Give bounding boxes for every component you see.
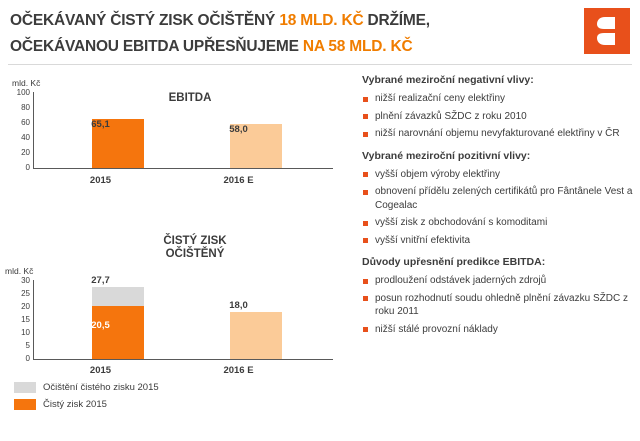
legend-swatch-adjustment: [14, 382, 36, 393]
title-line-1-part-a: OČEKÁVANÝ ČISTÝ ZISK OČIŠTĚNÝ: [10, 12, 280, 29]
bullet-marker-icon: [363, 327, 368, 332]
bullet-text: vyšší vnitřní efektivita: [375, 234, 471, 246]
legend-label-adjustment: Očištění čistého zisku 2015: [43, 382, 159, 393]
title-line-2-highlight: NA 58 MLD. KČ: [302, 38, 413, 55]
bullet-text: prodloužení odstávek jaderných zdrojů: [375, 275, 547, 286]
chart-ebitda: [0, 78, 352, 203]
bullet-marker-icon: [363, 238, 368, 243]
profit-ytick-5: 5: [25, 341, 30, 350]
ebitda-chart-title: EBITDA: [168, 92, 212, 104]
ebitda-axis-unit: mld. Kč: [12, 78, 41, 88]
bullet-marker-icon: [363, 172, 368, 177]
bullet-marker-icon: [363, 296, 368, 301]
bullet-marker-icon: [363, 221, 368, 226]
profit-ytick-25: 25: [21, 289, 30, 298]
bullet-positive-4: [362, 234, 634, 248]
profit-chart-title: [120, 235, 270, 261]
legend-swatch-net-profit: [14, 399, 36, 410]
bullet-negative-2: [362, 110, 634, 124]
profit-ytick-30: 30: [21, 276, 30, 285]
title-line-2-part-a: OČEKÁVANOU EBITDA UPŘESŇUJEME: [10, 38, 303, 55]
ebitda-ytick-80: 80: [21, 103, 30, 112]
group-heading-negative: Vybrané meziroční negativní vlivy:: [362, 74, 534, 86]
ebitda-ytick-100: 100: [16, 88, 30, 97]
bullets-column: [362, 74, 634, 345]
profit-chart-title-line1: ČISTÝ ZISK: [163, 235, 227, 247]
legend-item-net-profit: [14, 399, 264, 410]
bullet-marker-icon: [363, 114, 368, 119]
bullet-marker-icon: [363, 190, 368, 195]
profit-inner-2015: 20,5: [91, 320, 110, 331]
group-positive-factors: [362, 150, 634, 248]
bullet-negative-1: [362, 92, 634, 106]
ebitda-ytick-0: 0: [25, 163, 30, 172]
bullet-text: obnovení přídělu zelených certifikátů pro Fântânele Vest a Cogealac: [375, 186, 633, 211]
group-heading-positive: Vybrané meziroční pozitivní vlivy:: [362, 149, 531, 162]
profit-ytick-10: 10: [21, 328, 30, 337]
title-line-1-highlight: 18 MLD. KČ: [279, 12, 364, 29]
profit-xlabel-2016e: 2016 E: [223, 365, 254, 376]
legend-label-net-profit: Čistý zisk 2015: [43, 399, 107, 410]
bullet-text: nižší narovnání objemu nevyfakturované elektřiny v ČR: [375, 128, 620, 139]
chart-net-profit: [0, 235, 352, 375]
ebitda-xlabel-2016e: 2016 E: [223, 175, 254, 186]
bullet-reason-3: [362, 323, 634, 337]
title-line-1-part-b: DRŽÍME,: [363, 12, 430, 29]
profit-bar-2016e: [230, 312, 282, 359]
ebitda-plot-area: [33, 92, 333, 169]
profit-total-2015: 27,7: [91, 275, 110, 286]
ebitda-ytick-40: 40: [21, 133, 30, 142]
bullet-reason-1: [362, 274, 634, 288]
group-heading-ebitda-reasons: Důvody upřesnění predikce EBITDA:: [362, 256, 546, 268]
bullet-text: nižší stálé provozní náklady: [375, 323, 498, 335]
profit-ytick-0: 0: [25, 354, 30, 363]
chart-legend: [14, 382, 264, 416]
profit-bar-2015-net: [92, 306, 144, 359]
bullet-positive-2: [362, 185, 634, 212]
profit-ytick-15: 15: [21, 315, 30, 324]
ebitda-ytick-20: 20: [21, 148, 30, 157]
bullet-positive-3: [362, 216, 634, 230]
legend-item-adjustment: [14, 382, 264, 393]
ebitda-ytick-60: 60: [21, 118, 30, 127]
bullet-marker-icon: [363, 97, 368, 102]
bullet-text: vyšší zisk z obchodování s komoditami: [375, 217, 548, 228]
page-title: [10, 8, 570, 60]
profit-total-2016e: 18,0: [229, 300, 248, 311]
ebitda-value-2015: 65,1: [91, 119, 110, 130]
bullet-marker-icon: [363, 279, 368, 284]
bullet-text: nižší realizační ceny elektřiny: [375, 93, 506, 104]
bullet-text: plnění závazků SŽDC z roku 2010: [375, 110, 527, 122]
bullet-positive-1: [362, 168, 634, 182]
ebitda-xlabel-2015: 2015: [89, 175, 112, 186]
bullet-text: posun rozhodnutí soudu ohledně plnění závazku SŽDC z roku 2011: [375, 292, 628, 317]
cez-logo-icon: [584, 8, 630, 54]
ebitda-value-2016e: 58,0: [229, 124, 248, 135]
profit-chart-title-line2: OČIŠTĚNÝ: [165, 248, 225, 260]
slide-header: [0, 0, 640, 66]
group-ebitda-reasons: [362, 256, 634, 336]
bullet-marker-icon: [363, 132, 368, 137]
charts-column: [0, 70, 352, 441]
profit-axis-unit: mld. Kč: [5, 266, 34, 276]
profit-xlabel-2015: 2015: [89, 365, 112, 376]
profit-ytick-20: 20: [21, 302, 30, 311]
header-divider: [8, 64, 632, 65]
bullet-reason-2: [362, 292, 634, 319]
bullet-text: vyšší objem výroby elektřiny: [375, 168, 501, 180]
bullet-negative-3: [362, 127, 634, 141]
profit-bar-2015-adjustment: [92, 287, 144, 306]
group-negative-factors: [362, 74, 634, 141]
